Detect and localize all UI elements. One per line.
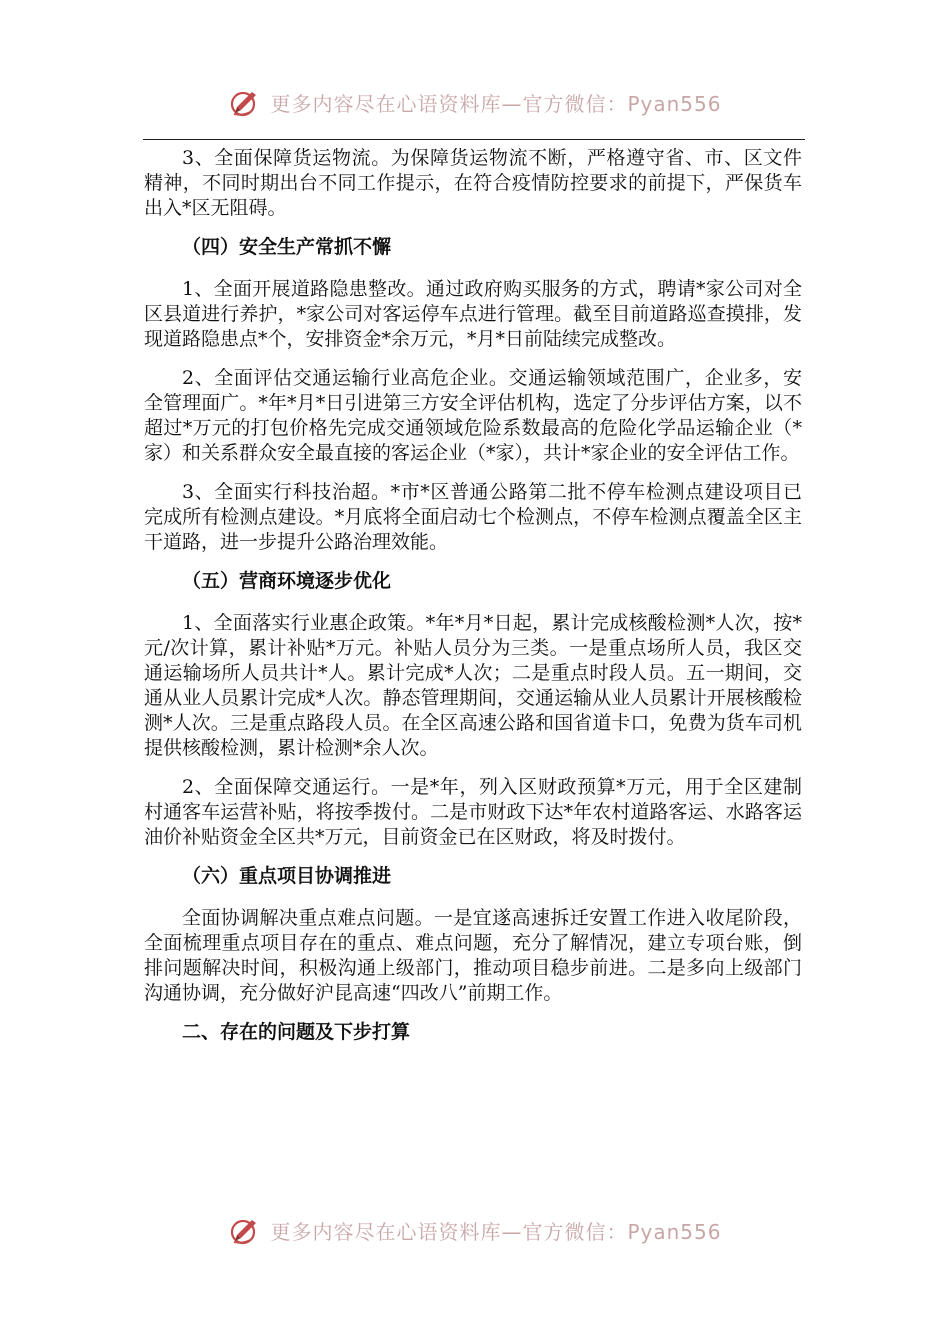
pen-circle-logo-icon [228, 85, 262, 119]
paragraph-coordination: 全面协调解决重点难点问题。一是宜遂高速拆迁安置工作进入收尾阶段，全面梳理重点项目存在的重点、难点问题，充分了解情况，建立专项台账，倒排问题解决时间，积极沟通上级部门，推动项目稳步前进。二是多向上级部门沟通协调，充分做好沪昆高速“四改八”前期工作。 [144, 907, 802, 1004]
heading-problems-plans: 二、存在的问题及下步打算 [182, 1021, 411, 1043]
paragraph-road-hazards: 1、全面开展道路隐患整改。通过政府购买服务的方式，聘请*家公司对全区县道进行养护，*家公司对客运停车点进行管理。截至目前道路巡查摸排，发现道路隐患点*个，安排资金*余万元，*月*日前陆续完成整改。 [144, 278, 802, 350]
paragraph-tech-overload: 3、全面实行科技治超。*市*区普通公路第二批不停车检测点建设项目已完成所有检测点建设。*月底将全面启动七个检测点，不停车检测点覆盖全区主干道路，进一步提升公路治理效能。 [144, 481, 802, 553]
header-banner-text: 更多内容尽在心语资料库—官方微信：Pyan556 [270, 91, 722, 116]
paragraph-risk-assessment: 2、全面评估交通运输行业高危企业。交通运输领域范围广，企业多，安全管理面广。*年*月*日引进第三方安全评估机构，选定了分步评估方案，以不超过*万元的打包价格先完成交通领域危险系数最高的危险化学品运输企业（*家）和关系群众安全最直接的客运企业（*家），共计*家企业的安全评估工作。 [144, 367, 802, 464]
pen-circle-logo-icon [228, 1213, 262, 1247]
header-banner [0, 82, 950, 122]
paragraph-transport-operation: 2、全面保障交通运行。一是*年，列入区财政预算*万元，用于全区建制村通客车运营补贴，将按季拨付。二是市财政下达*年农村道路客运、水路客运油价补贴资金全区共*万元，目前资金已在区财政，将及时拨付。 [144, 776, 802, 848]
footer-banner [0, 1210, 950, 1250]
paragraph-enterprise-policy: 1、全面落实行业惠企政策。*年*月*日起，累计完成核酸检测*人次，按*元/次计算，累计补贴*万元。补贴人员分为三类。一是重点场所人员，我区交通运输场所人员共计*人。累计完成*人次；二是重点时段人员。五一期间，交通从业人员累计完成*人次。静态管理期间，交通运输从业人员累计开展核酸检测*人次。三是重点路段人员。在全区高速公路和国省道卡口，免费为货车司机提供核酸检测，累计检测*余人次。 [144, 612, 802, 759]
footer-banner-text: 更多内容尽在心语资料库—官方微信：Pyan556 [270, 1219, 722, 1244]
heading-business-env: （五）营商环境逐步优化 [182, 570, 392, 592]
heading-safety: （四）安全生产常抓不懈 [182, 236, 392, 258]
paragraph-freight: 3、全面保障货运物流。为保障货运物流不断，严格遵守省、市、区文件精神，不同时期出台不同工作提示，在符合疫情防控要求的前提下，严保货车出入*区无阻碍。 [144, 147, 802, 219]
document-body [144, 146, 802, 1045]
heading-key-projects: （六）重点项目协调推进 [182, 865, 392, 887]
header-divider [143, 139, 805, 140]
